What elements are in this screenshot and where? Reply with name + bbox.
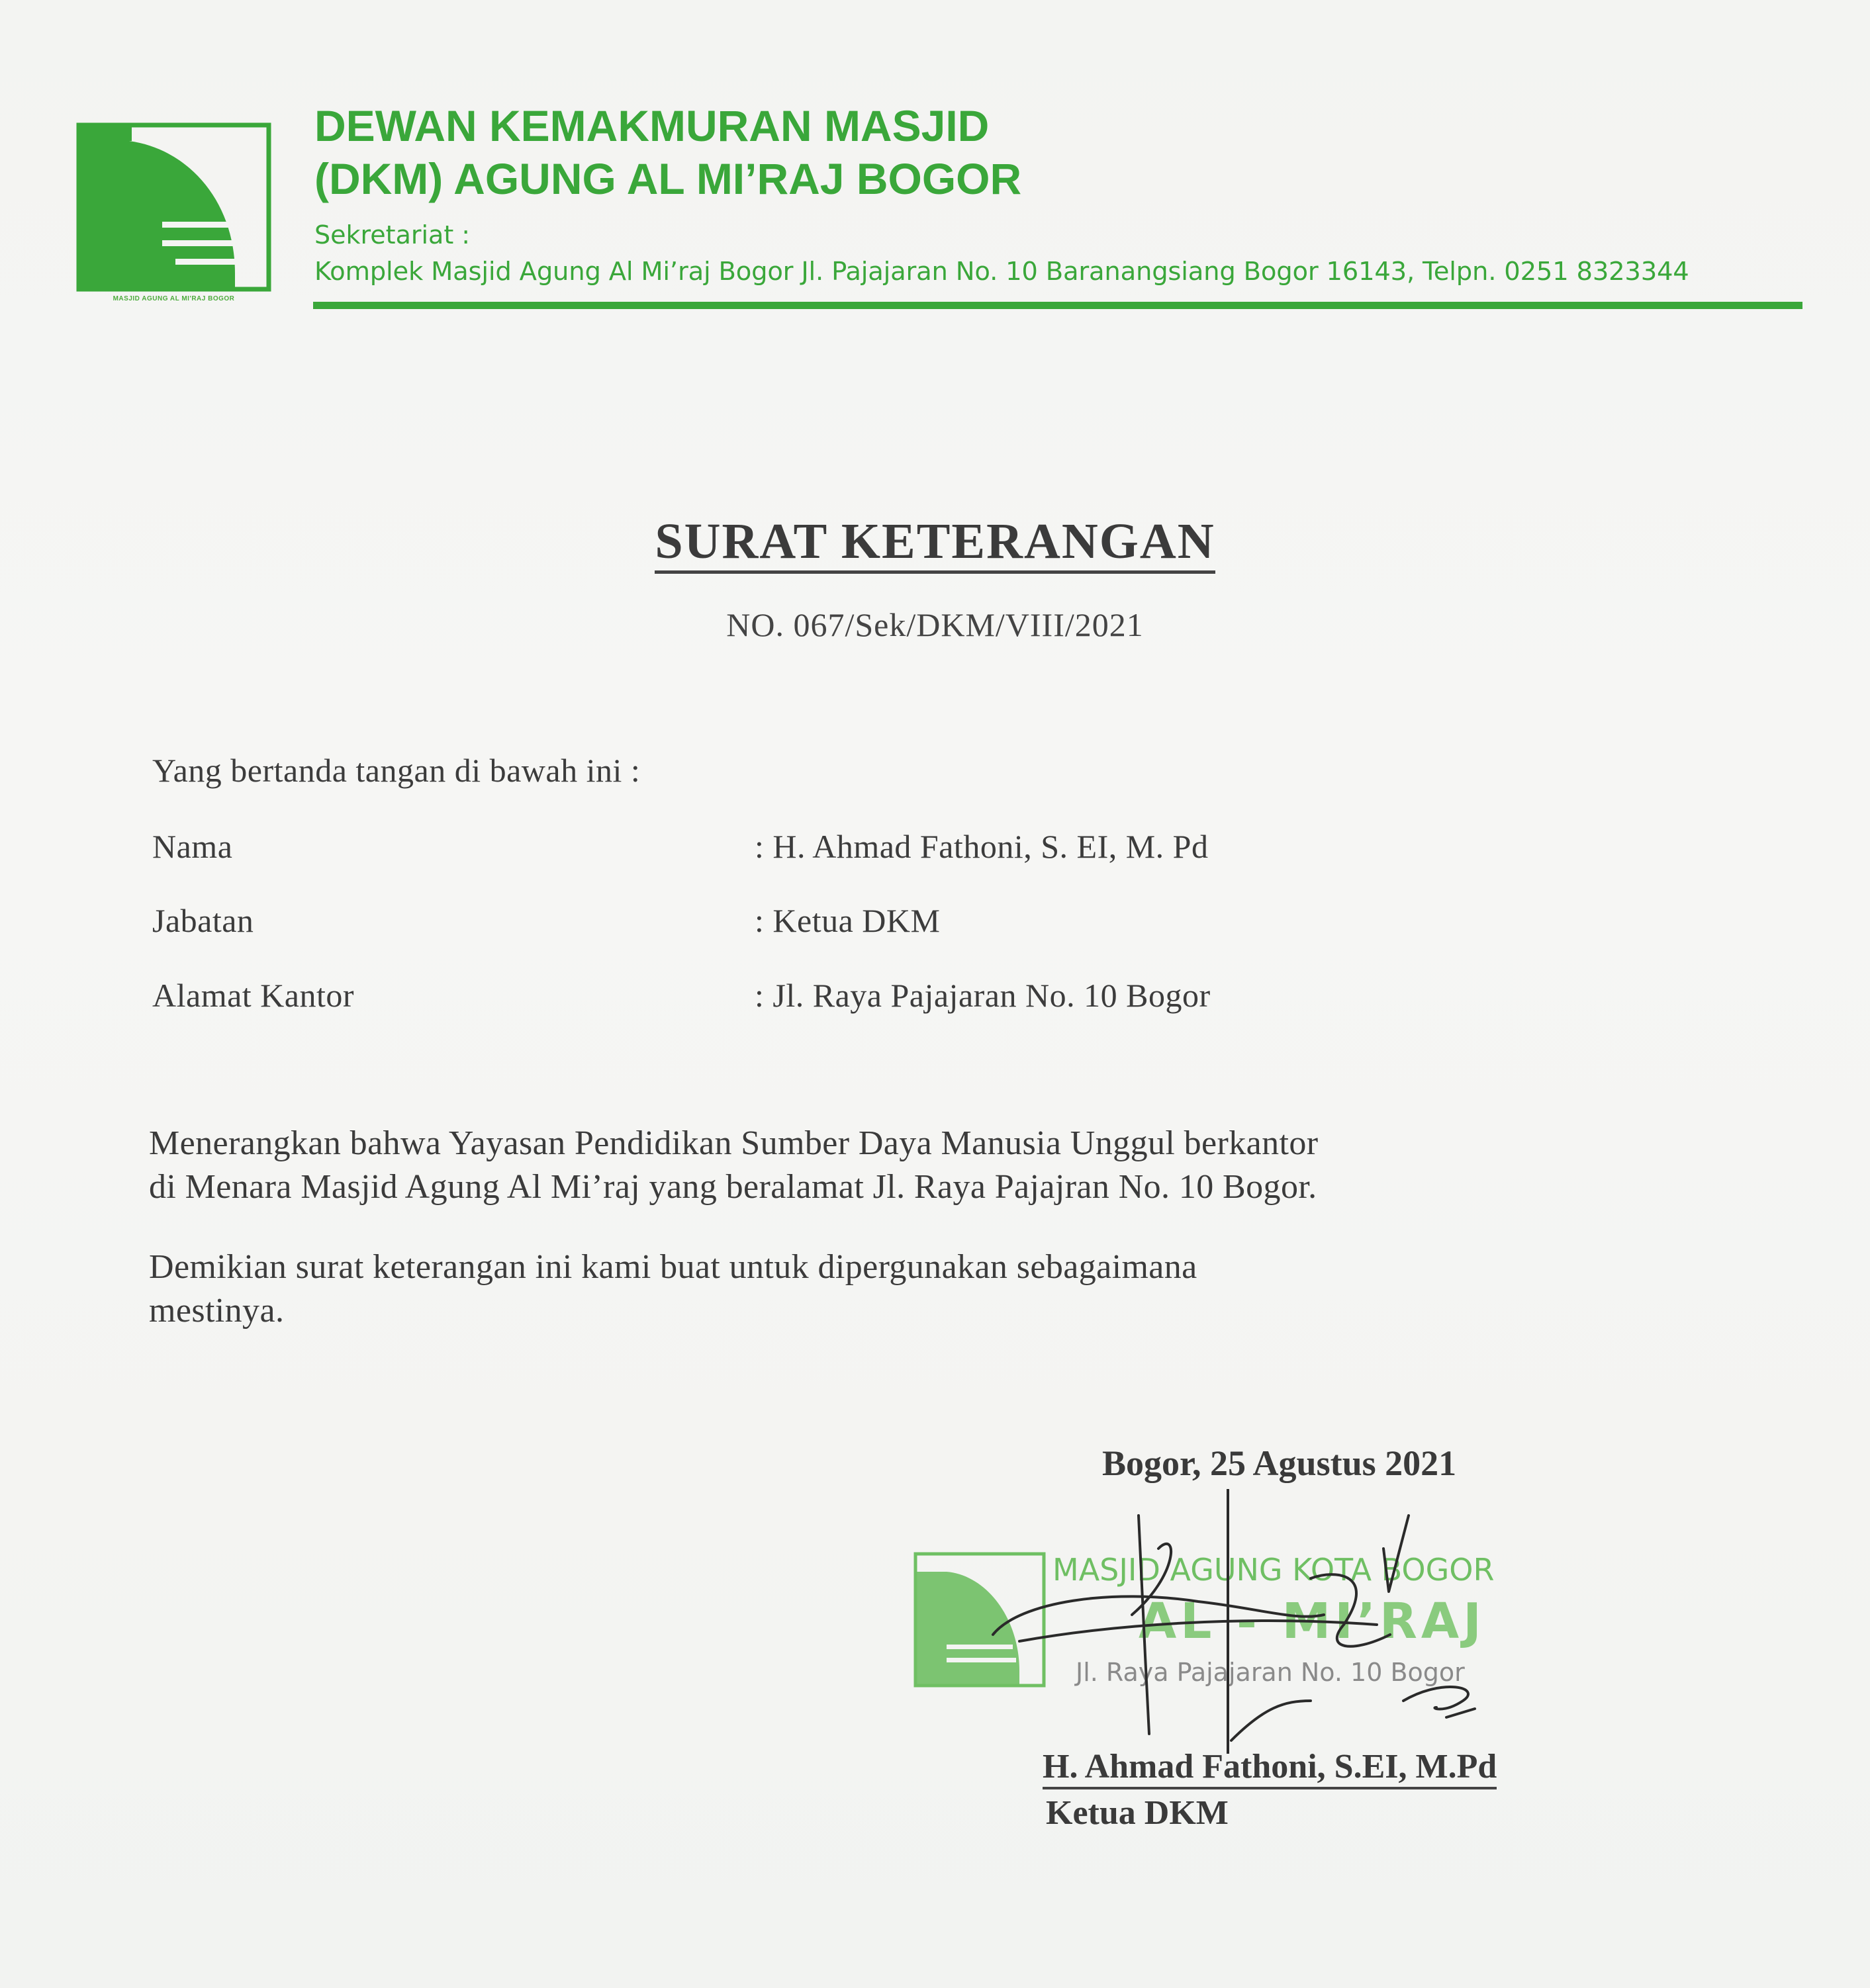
letterhead-divider xyxy=(313,302,1802,309)
organization-name-line2: (DKM) AGUNG AL MI’RAJ BOGOR xyxy=(314,154,1022,203)
sekretariat-label: Sekretariat : xyxy=(314,220,471,249)
intro-text: Yang bertanda tangan di bawah ini : xyxy=(152,752,641,789)
signer-name: H. Ahmad Fathoni, S.EI, M.Pd xyxy=(1043,1747,1497,1789)
signature-date: Bogor, 25 Agustus 2021 xyxy=(1102,1443,1457,1483)
stamp-line1: MASJID AGUNG KOTA BOGOR xyxy=(1052,1552,1495,1588)
closing-line1: Demikian surat keterangan ini kami buat untuk dipergunakan sebagaimana xyxy=(149,1248,1197,1286)
field-label: Alamat Kantor xyxy=(152,977,355,1014)
organization-name xyxy=(314,99,1021,205)
field-value: : H. Ahmad Fathoni, S. EI, M. Pd xyxy=(755,828,1209,865)
letter-title-text: SURAT KETERANGAN xyxy=(655,514,1215,574)
logo-caption: MASJID AGUNG AL MI'RAJ BOGOR xyxy=(113,295,235,302)
statement-line1: Menerangkan bahwa Yayasan Pendidikan Sumber Daya Manusia Unggul berkantor xyxy=(149,1124,1319,1162)
letter-number: NO. 067/Sek/DKM/VIII/2021 xyxy=(726,606,1144,643)
sekretariat-address: Komplek Masjid Agung Al Mi’raj Bogor Jl. Pajajaran No. 10 Baranangsiang Bogor 16143, Telpn. 0251 8323344 xyxy=(314,257,1689,287)
handwritten-signature xyxy=(980,1489,1549,1754)
field-label: Nama xyxy=(152,828,233,865)
statement-paragraph xyxy=(149,1122,1751,1209)
stamp-line2: AL - MI’RAJ xyxy=(1139,1593,1485,1650)
stamp-line3: Jl. Raya Pajajaran No. 10 Bogor xyxy=(1076,1658,1465,1687)
field-label: Jabatan xyxy=(152,902,254,939)
field-value: : Jl. Raya Pajajaran No. 10 Bogor xyxy=(755,977,1211,1014)
signer-title: Ketua DKM xyxy=(1046,1794,1229,1832)
closing-line2: mestinya. xyxy=(149,1292,285,1330)
letter-title xyxy=(0,513,1870,570)
field-value: : Ketua DKM xyxy=(755,902,941,939)
statement-line2: di Menara Masjid Agung Al Mi’raj yang beralamat Jl. Raya Pajajran No. 10 Bogor. xyxy=(149,1168,1317,1206)
mosque-logo-icon xyxy=(76,122,271,311)
closing-paragraph xyxy=(149,1245,1605,1333)
organization-name-line1: DEWAN KEMAKMURAN MASJID xyxy=(314,101,990,150)
